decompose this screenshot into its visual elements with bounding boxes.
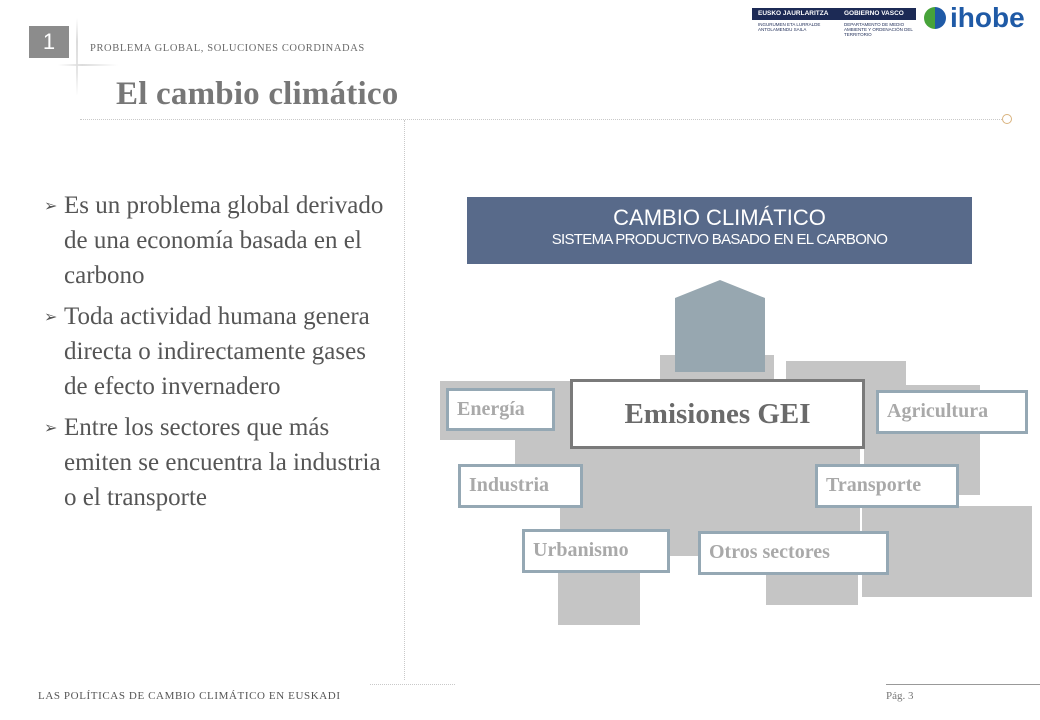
arrow-bullet-icon: ➢ [44, 418, 58, 437]
eusko-logo-right-text: GOBIERNO VASCO [844, 10, 904, 17]
header-box-subtitle: SISTEMA PRODUCTIVO BASADO EN EL CARBONO [551, 231, 888, 248]
ihobe-logo [924, 4, 1024, 34]
sector-industria: Industria [458, 464, 583, 508]
bullet-text: Toda actividad humana genera directa o indirectamente gases de efecto invernadero [64, 303, 370, 400]
eusko-jaurlaritza-logo [752, 8, 916, 36]
footer-rule [886, 684, 1040, 685]
eusko-logo-sub-right: DEPARTAMENTO DE MEDIO AMBIENTE Y ORDENACIÓN DEL TERRITORIO [844, 22, 913, 37]
bullet-text: Entre los sectores que más emiten se encuentra la industria o el transporte [64, 414, 381, 511]
bullet-item [44, 299, 384, 404]
decorative-horizontal-line [58, 64, 118, 66]
arrow-bullet-icon: ➢ [44, 307, 58, 326]
page-number: Pág. 3 [886, 690, 914, 702]
decorative-vertical-line [76, 18, 78, 96]
sector-otros: Otros sectores [698, 531, 889, 575]
bullet-item [44, 410, 384, 515]
sector-energia: Energía [446, 388, 555, 431]
ihobe-leaf-icon [924, 7, 946, 29]
bottom-dotted-divider [370, 684, 455, 685]
footer-title: LAS POLÍTICAS DE CAMBIO CLIMÁTICO EN EUSKADI [38, 690, 341, 702]
arrow-bullet-icon: ➢ [44, 196, 58, 215]
page-title: El cambio climático [116, 76, 399, 112]
title-divider [80, 119, 1002, 120]
eusko-logo-bar [752, 8, 916, 20]
bullet-item [44, 188, 384, 293]
bullet-list [44, 188, 384, 521]
column-divider [404, 120, 405, 680]
eusko-logo-left-text: EUSKO JAURLARITZA [758, 10, 829, 17]
section-number-badge: 1 [29, 26, 69, 58]
sector-agricultura: Agricultura [876, 390, 1028, 434]
sector-urbanismo: Urbanismo [522, 529, 670, 573]
up-arrow-icon [675, 280, 765, 372]
emisiones-gei-box: Emisiones GEI [570, 379, 865, 449]
climate-change-header-box [467, 197, 972, 264]
bullet-text: Es un problema global derivado de una economía basada en el carbono [64, 192, 384, 289]
header-box-title: CAMBIO CLIMÁTICO [613, 205, 826, 230]
ihobe-logo-text: ihobe [950, 2, 1025, 33]
sector-transporte: Transporte [815, 464, 959, 508]
section-kicker: PROBLEMA GLOBAL, SOLUCIONES COORDINADAS [90, 43, 365, 54]
eusko-logo-sub-left: INGURUMEN ETA LURRALDE ANTOLAMENDU SAILA [758, 22, 821, 32]
divider-end-ring [1002, 114, 1012, 124]
